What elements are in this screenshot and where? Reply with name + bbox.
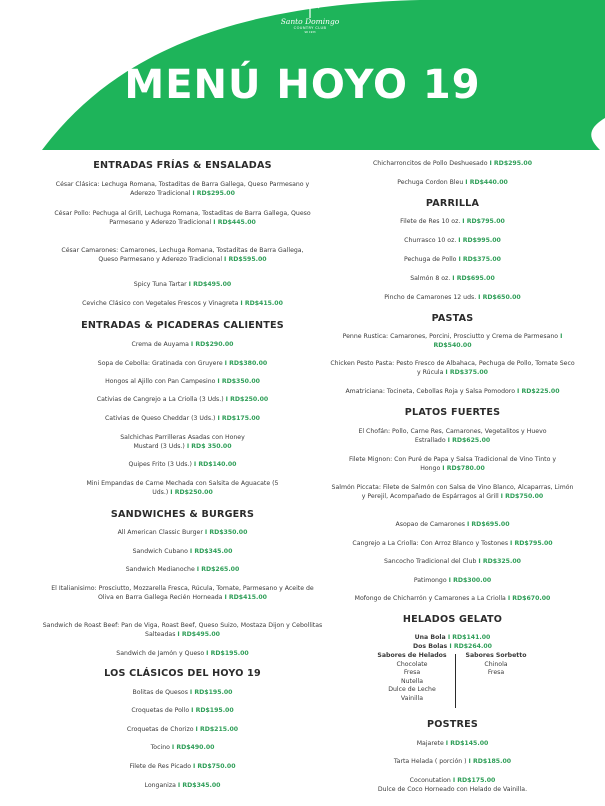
flavor: Chocolate: [396, 660, 428, 668]
menu-item: Croquetas de Chorizo I RD$215.00: [126, 726, 239, 733]
menu-item: Mofongo de Chicharrón y Camarones a La Criolla I RD$670.00: [354, 595, 551, 602]
section-title-sandwiches: SANDWICHES & BURGERS: [110, 509, 255, 520]
club-logo: [270, 2, 350, 35]
menu-item: Churrasco 10 oz. I RD$995.00: [404, 237, 501, 244]
menu-item: Longaniza I RD$345.00: [144, 782, 221, 789]
menu-item: Sandwich de Roast Beef: Pan de Viga, Roast Beef, Queso Suizo, Mostaza Dijon y Cebollitas Salteadas I RD$495.00: [42, 622, 323, 638]
section-title-entradas-calientes: ENTRADAS & PICADERAS CALIENTES: [81, 320, 284, 331]
menu-item: Dos Bolas I RD$264.00: [413, 643, 492, 650]
flavor: Nutella: [400, 677, 423, 685]
menu-item: Hongos al Ajillo con Pan Campesino I RD$350.00: [105, 378, 260, 385]
menu-item: Tarta Helada ( porción ) I RD$185.00: [393, 758, 512, 765]
menu-item: Cativias de Queso Cheddar (3 Uds.) I RD$175.00: [104, 415, 260, 422]
menu-item: Quipes Frito (3 Uds.) I RD$140.00: [128, 461, 237, 468]
menu-item: Filete de Res Picado I RD$750.00: [129, 763, 236, 770]
section-title-pastas: PASTAS: [431, 313, 474, 324]
menu-item: Spicy Tuna Tartar I RD$495.00: [133, 281, 232, 288]
section-title-entradas-frias: ENTRADAS FRÍAS & ENSALADAS: [93, 160, 272, 171]
menu-item: Sopa de Cebolla: Gratinada con Gruyere I RD$380.00: [97, 360, 268, 367]
flavor-divider: [455, 654, 456, 708]
menu-item: Tocino I RD$490.00: [150, 744, 215, 751]
menu-item-description: Dulce de Coco Horneado con Helado de Vainilla.: [377, 786, 528, 793]
menu-item: Sandwich Medianoche I RD$265.00: [125, 566, 240, 573]
menu-item: Amatriciana: Tocineta, Cebollas Roja y Salsa Pomodoro I RD$225.00: [345, 388, 560, 395]
menu-item: El Italianisimo: Prosciutto, Mozzarella Fresca, Rúcula, Tomate, Parmesano y Aceite de Oliva en Barra Gallega Recién Horneada I RD$415.00: [51, 585, 314, 601]
flavor: Chinola: [484, 660, 508, 668]
sabores-sorbetto-title: Sabores Sorbetto: [465, 652, 527, 659]
menu-item: Salchichas Parrilleras Asadas con Honey Mustard (3 Uds.) I RD$ 350.00: [120, 434, 245, 450]
menu-item: All American Classic Burger I RD$350.00: [117, 529, 248, 536]
section-title-helados: HELADOS GELATO: [402, 614, 503, 625]
menu-item: Pechuga de Pollo I RD$375.00: [403, 256, 501, 263]
section-title-platos-fuertes: PLATOS FUERTES: [404, 407, 501, 418]
sabores-helados-title: Sabores de Helados: [377, 652, 447, 659]
section-title-parrilla: PARRILLA: [425, 198, 480, 209]
logo-script: Santo Domingo: [280, 17, 340, 26]
menu-item: Asopao de Camarones I RD$695.00: [395, 521, 510, 528]
sabores-sorbetto: [458, 652, 534, 678]
menu-item: Majarete I RD$145.00: [416, 740, 489, 747]
menu-item: Cativias de Cangrejo a La Criolla (3 Uds.) I RD$250.00: [96, 396, 269, 403]
flavor: Vainilla: [400, 694, 424, 702]
menu-item: Filete Mignon: Con Puré de Papa y Salsa Tradicional de Vino Tinto y Hongo I RD$780.00: [348, 456, 557, 472]
menu-item: Filete de Res 10 oz. I RD$795.00: [400, 218, 505, 225]
menu-item: Penne Rustica: Camarones, Porcini, Prosciutto y Crema de Parmesano I RD$540.00: [342, 333, 563, 349]
menu-item: Cangrejo a La Criolla: Con Arroz Blanco y Tostones I RD$795.00: [352, 540, 553, 547]
menu-item: Pechuga Cordon Bleu I RD$440.00: [397, 179, 508, 186]
sabores-helados: [362, 652, 462, 704]
menu-item: Salmón 8 oz. I RD$695.00: [410, 275, 495, 282]
section-title-clasicos: LOS CLÁSICOS DEL HOYO 19: [104, 668, 261, 679]
palm-tree-icon: [297, 2, 323, 18]
menu-item: Chicken Pesto Pasta: Pesto Fresco de Albahaca, Pechuga de Pollo, Tomate Seco y Rúcula I RD$375.00: [330, 360, 575, 376]
section-title-postres: POSTRES: [427, 719, 478, 730]
menu-item: Chicharroncitos de Pollo Deshuesado I RD$295.00: [372, 160, 533, 167]
menu-item: Ceviche Clásico con Vegetales Frescos y Vinagreta I RD$415.00: [82, 300, 283, 307]
flavor: Dulce de Leche: [388, 686, 436, 694]
menu-item: Crema de Auyama I RD$290.00: [131, 341, 234, 348]
logo-tiny: SD 1933: [304, 31, 316, 34]
menu-item: Sandwich Cubano I RD$345.00: [132, 548, 233, 555]
menu-item: Bolitas de Quesos I RD$195.00: [132, 689, 233, 696]
menu-item: Salmón Piccata: Filete de Salmón con Salsa de Vino Blanco, Alcaparras, Limón y Perejil, Acompañado de Espárragos al Grill I RD$750.00: [331, 484, 574, 500]
menu-item: El Chofán: Pollo, Carne Res, Camarones, Vegetalitos y Huevo Estrallado I RD$625.00: [358, 428, 547, 444]
menu-item: Sandwich de Jamón y Queso I RD$195.00: [116, 650, 249, 657]
menu-item: Croquetas de Pollo I RD$195.00: [131, 707, 234, 714]
menu-item: Mini Empandas de Carne Mechada con Salsita de Aguacate (5 Uds.) I RD$250.00: [86, 480, 279, 496]
menu-item: Patimongo I RD$300.00: [413, 577, 492, 584]
flavor: Fresa: [487, 669, 505, 677]
flavor: Fresa: [403, 669, 421, 677]
menu-item: Pincho de Camarones 12 uds. I RD$650.00: [384, 294, 521, 301]
logo-subtitle: COUNTRY CLUB: [293, 26, 327, 30]
menu-item: César Clásica: Lechuga Romana, Tostaditas de Barra Gallega, Queso Parmesano y Aderezo Tradicional I RD$295.00: [55, 181, 310, 197]
menu-item: Coconutation I RD$175.00: [409, 777, 496, 784]
menu-item: César Pollo: Pechuga al Grill, Lechuga Romana, Tostaditas de Barra Gallega, Queso Parmesano y Aderezo Tradicional I RD$445.00: [54, 210, 311, 226]
page-title: MENÚ HOYO 19: [124, 62, 481, 108]
menu-item: César Camarones: Camarones, Lechuga Romana, Tostaditas de Barra Gallega, Queso Parmesano y Aderezo Tradicional I RD$595.00: [61, 247, 304, 263]
menu-item: Sancocho Tradicional del Club I RD$325.00: [384, 558, 521, 565]
menu-item: Una Bola I RD$141.00: [414, 634, 491, 641]
